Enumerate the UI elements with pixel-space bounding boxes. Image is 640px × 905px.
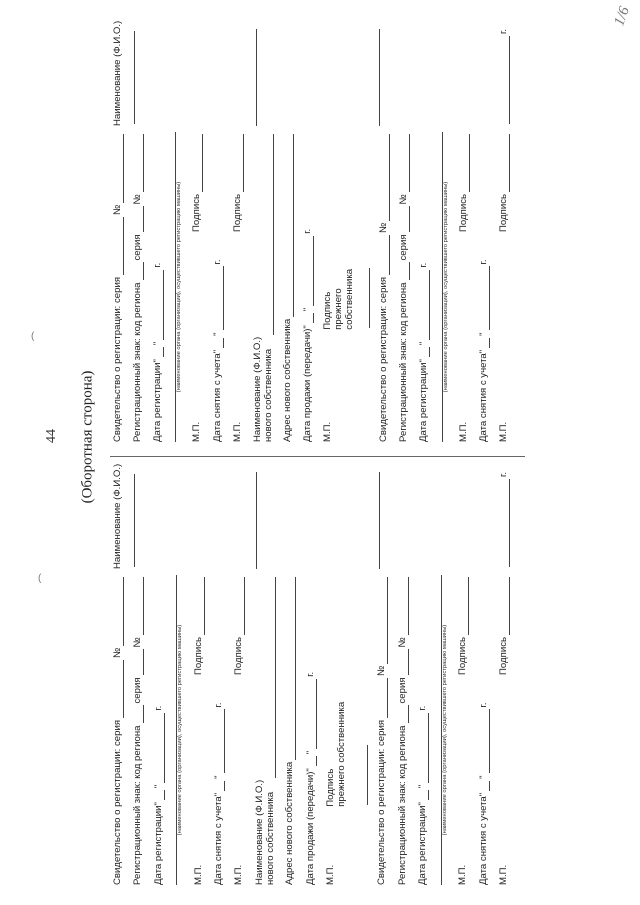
authority-block xyxy=(172,132,183,442)
number-label: № xyxy=(376,665,388,676)
seal-label: М.П. xyxy=(497,864,509,885)
year-label: г. xyxy=(497,29,509,34)
reg-date-label: Дата регистрации xyxy=(417,805,429,885)
certificate-series-field[interactable] xyxy=(113,217,124,275)
signature-field[interactable] xyxy=(234,577,245,635)
owner-name-row xyxy=(112,20,124,126)
seal-label: М.П. xyxy=(457,421,469,442)
series-label: серия xyxy=(396,677,408,704)
series-field[interactable] xyxy=(133,206,144,232)
page-number: 44 xyxy=(44,429,59,443)
owner-name-label: Наименование (Ф.И.О.) xyxy=(112,463,123,569)
region-code-field[interactable] xyxy=(133,706,144,724)
seal-signature-row xyxy=(233,575,245,885)
seal-label: М.П. xyxy=(231,421,243,442)
certificate-row xyxy=(112,575,124,885)
number-label: № xyxy=(132,194,144,205)
certificate-label: Свидетельство о регистрации: серия xyxy=(376,719,388,885)
authority-caption: (наименование органа (организации), осуществившего регистрацию машины) xyxy=(441,624,448,836)
owner-name-label-2: нового собственника xyxy=(264,791,276,885)
prev-owner-signature-field[interactable] xyxy=(357,745,368,805)
reg-number-field[interactable] xyxy=(133,577,144,635)
year-label: г. xyxy=(418,262,430,268)
reg-day-field[interactable] xyxy=(419,347,430,357)
seal-signature-row xyxy=(498,575,510,885)
dereg-day-field[interactable] xyxy=(213,338,224,348)
seal-signature-row xyxy=(458,132,470,442)
speck: ( xyxy=(38,573,42,584)
sale-day-field[interactable] xyxy=(306,756,317,766)
reg-month-field[interactable] xyxy=(418,713,429,783)
dereg-date-row: Дата снятия с учета " " г. xyxy=(213,702,225,885)
signature-label: Подпись xyxy=(497,637,509,675)
seal-label: М.П. xyxy=(497,421,509,442)
new-owner-address-field[interactable] xyxy=(283,134,294,317)
owner-address-row xyxy=(124,29,135,126)
series-label: серия xyxy=(132,234,144,261)
reg-number-field[interactable] xyxy=(133,134,144,192)
signature-label: Подпись xyxy=(231,194,243,232)
reg-date-row: Дата регистрации " " г. xyxy=(417,705,429,885)
certificate-series-field[interactable] xyxy=(379,235,390,275)
series-field[interactable] xyxy=(399,206,410,232)
year-row xyxy=(498,472,510,569)
scan-mark: 1/6 xyxy=(611,4,633,29)
new-owner-name-field[interactable] xyxy=(263,134,274,335)
dereg-day-field[interactable] xyxy=(214,781,225,791)
reg-date-row: Дата регистрации " " г. xyxy=(152,705,164,885)
authority-block xyxy=(173,575,184,885)
owner-name-label-2: нового собственника xyxy=(262,348,274,442)
speck: ( xyxy=(31,331,35,342)
dereg-date-label: Дата снятия с учета xyxy=(477,796,489,885)
reg-date-row: Дата регистрации " " г. xyxy=(418,262,430,442)
sale-date-row: Дата продажи (передачи) " " г. xyxy=(301,228,313,442)
prev-owner-signature-row xyxy=(325,575,368,885)
series-field[interactable] xyxy=(398,649,409,675)
region-code-field[interactable] xyxy=(133,263,144,281)
owner-address-row xyxy=(124,472,135,569)
authority-block xyxy=(439,132,450,442)
prev-owner-signature-label: Подпись xyxy=(325,768,337,807)
series-label: серия xyxy=(132,677,144,704)
seal-signature-row xyxy=(498,132,510,442)
reg-mark-label: Регистрационный знак: код региона xyxy=(398,282,410,442)
signature-label: Подпись xyxy=(191,194,203,232)
number-label: № xyxy=(112,204,123,215)
signature-field[interactable] xyxy=(192,134,203,192)
owner-address-field[interactable] xyxy=(124,474,135,567)
reg-mark-row xyxy=(397,575,409,885)
sale-date-row: Дата продажи (передачи) " " г. xyxy=(304,671,316,885)
prev-owner-signature-label-2: прежнего собственника xyxy=(336,701,348,807)
page-heading: (Оборотная сторона) xyxy=(79,370,96,504)
certificate-number-field[interactable] xyxy=(113,134,124,203)
sale-day-field[interactable] xyxy=(303,313,314,323)
number-label: № xyxy=(378,222,390,233)
series-field[interactable] xyxy=(133,649,144,675)
sale-month-field[interactable] xyxy=(306,679,317,749)
year-label: г. xyxy=(477,259,489,265)
seal-label: М.П. xyxy=(191,421,203,442)
dereg-month-field[interactable] xyxy=(214,709,225,773)
prev-owner-signature-label-3: собственника xyxy=(344,268,356,330)
owner-address-label: Адрес нового собственника xyxy=(281,318,293,442)
signature-field[interactable] xyxy=(499,577,510,635)
date-field[interactable] xyxy=(499,479,510,567)
certificate-row xyxy=(378,132,390,442)
owner-name-label: Наименование (Ф.И.О.) xyxy=(253,779,265,885)
registration-card-full xyxy=(112,575,510,885)
dereg-date-row: Дата снятия с учета " " г. xyxy=(477,702,489,885)
dereg-month-field[interactable] xyxy=(479,709,490,773)
prev-owner-signature-label: Подпись xyxy=(322,291,334,330)
seal-signature-row xyxy=(193,575,205,885)
prev-owner-signature-row xyxy=(322,132,370,442)
certificate-number-field[interactable] xyxy=(377,577,388,664)
reg-mark-row xyxy=(398,132,410,442)
year-label: г. xyxy=(301,228,313,234)
new-owner-name-row xyxy=(252,132,274,442)
signature-field[interactable] xyxy=(459,134,470,192)
year-label: г. xyxy=(304,671,316,677)
form-half-upper xyxy=(112,20,510,442)
reg-number-field[interactable] xyxy=(398,577,409,635)
seal-signature-row xyxy=(232,132,244,442)
new-owner-name-row xyxy=(254,575,276,885)
signature-label: Подпись xyxy=(192,637,204,675)
reg-mark-row xyxy=(132,575,144,885)
registration-card-full xyxy=(112,132,510,442)
certificate-row xyxy=(112,132,124,442)
page-divider xyxy=(110,456,525,457)
signature-label: Подпись xyxy=(457,637,469,675)
seal-label: М.П. xyxy=(192,864,204,885)
dereg-date-label: Дата снятия с учета xyxy=(211,353,223,442)
certificate-number-field[interactable] xyxy=(113,577,124,646)
signature-field[interactable] xyxy=(233,134,244,192)
dereg-month-field[interactable] xyxy=(213,266,224,330)
certificate-series-field[interactable] xyxy=(377,678,388,718)
form-half-lower xyxy=(112,463,510,885)
reg-date-label: Дата регистрации xyxy=(152,805,164,885)
owner-name-row xyxy=(112,463,124,569)
signature-field[interactable] xyxy=(458,577,469,635)
signature-label: Подпись xyxy=(497,194,509,232)
dereg-date-row: Дата снятия с учета " " г. xyxy=(211,259,223,442)
series-label: серия xyxy=(398,234,410,261)
seal-label: М.П. xyxy=(233,864,245,885)
new-owner-name-field[interactable] xyxy=(265,577,276,778)
reg-number-field[interactable] xyxy=(399,134,410,192)
reg-day-field[interactable] xyxy=(153,347,164,357)
reg-date-label: Дата регистрации xyxy=(418,362,430,442)
reg-month-field[interactable] xyxy=(154,713,165,783)
owner-name-label: Наименование (Ф.И.О.) xyxy=(112,20,123,126)
reg-mark-label: Регистрационный знак: код региона xyxy=(132,282,144,442)
reg-day-field[interactable] xyxy=(154,790,165,800)
signature-field[interactable] xyxy=(499,134,510,192)
year-label: г. xyxy=(211,259,223,265)
year-label: г. xyxy=(477,702,489,708)
certificate-series-field[interactable] xyxy=(113,660,124,718)
reg-mark-label: Регистрационный знак: код региона xyxy=(396,725,408,885)
reg-mark-label: Регистрационный знак: код региона xyxy=(132,725,144,885)
seal-signature-row xyxy=(457,575,469,885)
year-label: г. xyxy=(152,705,164,711)
date-field[interactable] xyxy=(499,36,510,124)
dereg-day-field[interactable] xyxy=(479,338,490,348)
seal-label: М.П. xyxy=(322,421,334,442)
dereg-month-field[interactable] xyxy=(479,266,490,330)
dereg-date-label: Дата снятия с учета xyxy=(477,353,489,442)
year-label: г. xyxy=(152,262,164,268)
region-code-field[interactable] xyxy=(399,263,410,281)
dereg-date-label: Дата снятия с учета xyxy=(213,796,225,885)
reg-month-field[interactable] xyxy=(419,270,430,340)
dereg-day-field[interactable] xyxy=(479,781,490,791)
reg-mark-row xyxy=(132,132,144,442)
reg-day-field[interactable] xyxy=(418,790,429,800)
authority-block xyxy=(438,575,449,885)
reg-date-label: Дата регистрации xyxy=(152,362,164,442)
signature-label: Подпись xyxy=(457,194,469,232)
sale-month-field[interactable] xyxy=(303,236,314,306)
seal-label: М.П. xyxy=(325,864,337,885)
authority-caption: (наименование органа (организации), осуществившего регистрацию машины) xyxy=(177,624,184,836)
region-code-field[interactable] xyxy=(398,706,409,724)
authority-caption: (наименование органа (организации), осуществившего регистрацию машины) xyxy=(176,181,183,393)
owner-address-field[interactable] xyxy=(124,31,135,124)
new-owner-address-field[interactable] xyxy=(285,577,296,760)
prev-owner-signature-field[interactable] xyxy=(359,268,370,328)
certificate-label: Свидетельство о регистрации: серия xyxy=(112,276,123,442)
authority-caption: (наименование органа (организации), осуществившего регистрацию машины) xyxy=(442,181,449,393)
sale-date-label: Дата продажи (передачи) xyxy=(301,328,313,442)
reg-month-field[interactable] xyxy=(153,270,164,340)
dereg-date-row: Дата снятия с учета " " г. xyxy=(477,259,489,442)
number-label: № xyxy=(112,647,123,658)
number-label: № xyxy=(398,194,410,205)
certificate-label: Свидетельство о регистрации: серия xyxy=(112,719,123,885)
seal-signature-row xyxy=(191,132,203,442)
owner-address-label: Адрес нового собственника xyxy=(284,761,296,885)
signature-label: Подпись xyxy=(233,637,245,675)
year-label: г. xyxy=(497,472,509,477)
registration-card-continued xyxy=(112,20,510,126)
registration-card-continued xyxy=(112,463,510,569)
year-label: г. xyxy=(213,702,225,708)
sale-date-label: Дата продажи (передачи) xyxy=(304,771,316,885)
new-owner-address-row xyxy=(282,132,294,442)
year-label: г. xyxy=(417,705,429,711)
certificate-row xyxy=(376,575,388,885)
certificate-number-field[interactable] xyxy=(379,134,390,221)
number-label: № xyxy=(132,637,144,648)
reg-date-row: Дата регистрации " " г. xyxy=(152,262,164,442)
new-owner-address-row xyxy=(284,575,296,885)
certificate-label: Свидетельство о регистрации: серия xyxy=(378,276,390,442)
owner-name-label: Наименование (Ф.И.О.) xyxy=(251,336,263,442)
seal-label: М.П. xyxy=(457,864,469,885)
year-row xyxy=(498,29,510,126)
number-label: № xyxy=(396,637,408,648)
signature-field[interactable] xyxy=(194,577,205,635)
prev-owner-signature-label-2: прежнего xyxy=(333,288,345,330)
